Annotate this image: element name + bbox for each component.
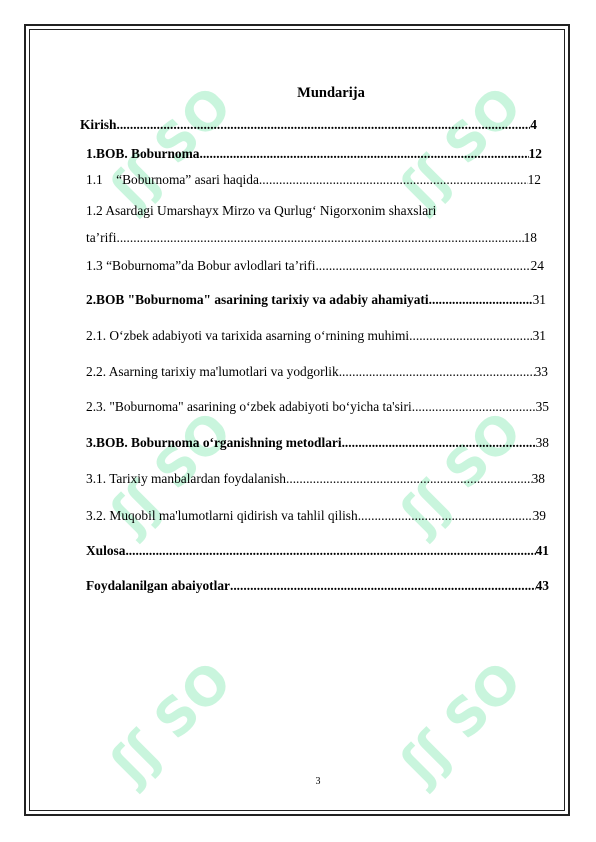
page-number: 3 <box>315 776 321 787</box>
svg-text:ʃʃ SOFF: ʃʃ SOFF <box>99 368 272 545</box>
svg-text:ʃʃ SOFF: ʃʃ SOFF <box>389 368 562 545</box>
toc-entry: 1.3 “Boburnoma”da Bobur avlodlari ta’rifi ..... 24 <box>86 258 544 274</box>
toc-entry: Kirish ..... 4 <box>80 117 537 133</box>
toc-entry: 2.3. "Boburnoma" asarining o‘zbek adabiyoti bo‘yicha ta'siri ..... 35 <box>86 399 549 415</box>
toc-entry: 1.BOB. Boburnoma ..... 12 <box>86 146 542 162</box>
toc-entry: 2.BOB "Boburnoma" asarining tarixiy va adabiy ahamiyati ..... 31 <box>86 292 546 308</box>
toc-entry: 2.2. Asarning tarixiy ma'lumotlari va yodgorlik ..... 33 <box>86 364 548 380</box>
svg-text:ʃʃ SOFF: ʃʃ SOFF <box>99 618 272 795</box>
toc-entry: 3.1. Tarixiy manbalardan foydalanish ..... 38 <box>86 471 545 487</box>
toc-entry: 2.1. O‘zbek adabiyoti va tarixida asarning o‘rnining muhimi ..... 31 <box>86 328 546 344</box>
svg-text:ʃʃ SOFF: ʃʃ SOFF <box>389 618 562 795</box>
svg-text:ʃʃ SOFF: ʃʃ SOFF <box>99 43 272 220</box>
toc-entry: 3.BOB. Boburnoma o‘rganishning metodlari ..... 38 <box>86 435 549 451</box>
page-title: Mundarija <box>297 85 365 101</box>
toc-entry: ta’rifi ..... 18 <box>86 230 537 246</box>
toc-entry: 3.2. Muqobil ma'lumotlarni qidirish va tahlil qilish ..... 39 <box>86 508 546 524</box>
svg-text:ʃʃ SOFF: ʃʃ SOFF <box>389 43 562 220</box>
toc-entry: Foydalanilgan abaiyotlar ..... 43 <box>86 578 549 594</box>
toc-entry: 1.1 “Boburnoma” asari haqida ..... 12 <box>86 172 541 188</box>
toc-entry-line1: 1.2 Asardagi Umarshayx Mirzo va Qurlug‘ Nigorxonim shaxslari <box>86 203 437 218</box>
toc-entry: Xulosa ..... 41 <box>86 543 549 559</box>
